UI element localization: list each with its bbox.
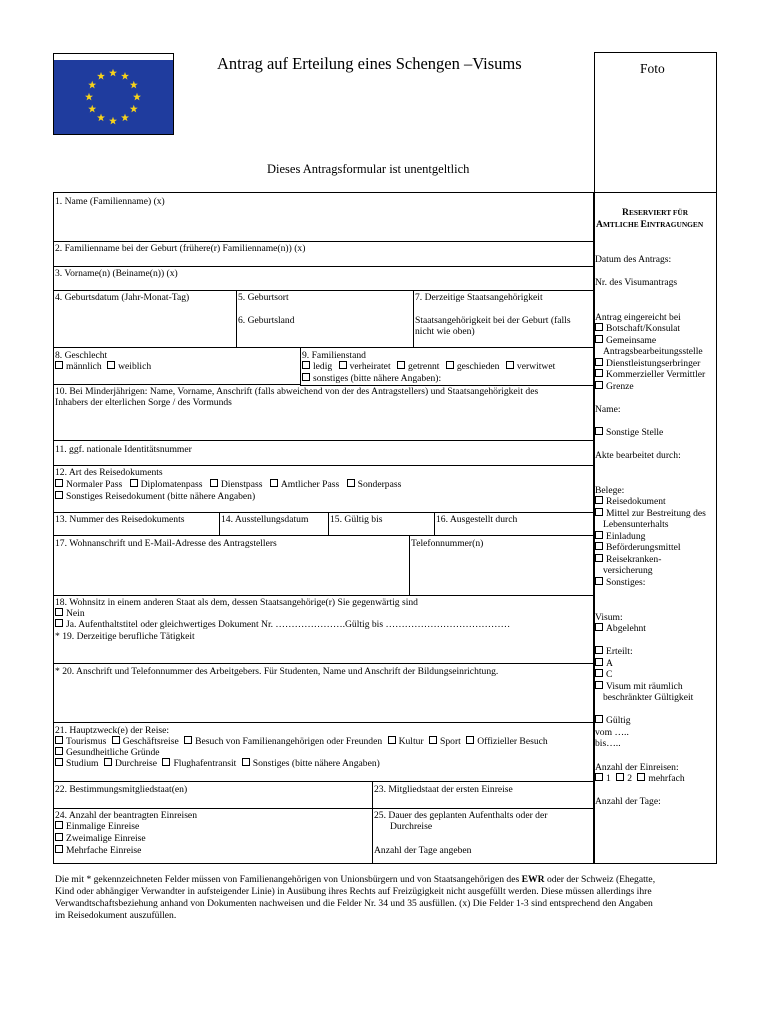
sidebar-until: bis….. bbox=[595, 738, 621, 749]
field-14-issue-date[interactable]: 14. Ausstellungsdatum bbox=[221, 514, 309, 525]
sidebar-doc-travel: Reisedokument bbox=[595, 496, 666, 508]
checkbox-multiple-entries[interactable] bbox=[637, 773, 645, 781]
field-12-document-type: 12. Art des Reisedokuments bbox=[55, 467, 163, 478]
field-4-birth-date[interactable]: 4. Geburtsdatum (Jahr-Monat-Tag) bbox=[55, 292, 190, 303]
field-8-sex: 8. Geschlecht bbox=[55, 350, 108, 361]
sidebar-from: vom ….. bbox=[595, 727, 629, 738]
checkbox-tourism[interactable] bbox=[55, 736, 63, 744]
sidebar-doc-insurance-cont: versicherung bbox=[603, 565, 653, 576]
field-21-options-row2: Gesundheitliche Gründe bbox=[55, 747, 160, 759]
field-25-duration-cont: Durchreise bbox=[390, 821, 433, 832]
checkbox-issued[interactable] bbox=[595, 646, 603, 654]
checkbox-business[interactable] bbox=[112, 736, 120, 744]
checkbox-commercial[interactable] bbox=[595, 369, 603, 377]
sidebar-commercial: Kommerzieller Vermittler bbox=[595, 369, 705, 381]
field-9-options: ledig verheiratet getrennt geschieden verwitwet bbox=[302, 361, 555, 373]
checkbox-male[interactable] bbox=[55, 361, 63, 369]
footer-note-line3: Verwandtschaftsbeziehung anhand von Dokumenten nachweisen und die Felder Nr. 34 und 35 ausfüllen. (x) Die Felder 1-3 sind entsprechend den Angaben bbox=[55, 898, 653, 909]
field-5-birth-place[interactable]: 5. Geburtsort bbox=[238, 292, 289, 303]
sidebar-embassy: Botschaft/Konsulat bbox=[595, 323, 680, 335]
checkbox-doc-insurance[interactable] bbox=[595, 554, 603, 562]
eu-flag bbox=[54, 60, 173, 134]
field-8-options: männlich weiblich bbox=[55, 361, 151, 373]
checkbox-service-provider[interactable] bbox=[595, 358, 603, 366]
field-7-nationality[interactable]: 7. Derzeitige Staatsangehörigkeit bbox=[415, 292, 543, 303]
field-19-occupation[interactable]: * 19. Derzeitige berufliche Tätigkeit bbox=[55, 631, 195, 642]
field-18-no: Nein bbox=[55, 608, 85, 620]
sidebar-visa-number: Nr. des Visumantrags bbox=[595, 277, 678, 288]
field-22-destination[interactable]: 22. Bestimmungsmitgliedstaat(en) bbox=[55, 784, 188, 795]
sidebar-doc-transport: Beförderungsmittel bbox=[595, 542, 681, 554]
field-20-employer[interactable]: * 20. Anschrift und Telefonnummer des Arbeitgebers. Für Studenten, Name und Anschrift der Bildungseinrichtung. bbox=[55, 666, 499, 677]
field-25-days[interactable]: Anzahl der Tage angeben bbox=[374, 845, 472, 856]
checkbox-border[interactable] bbox=[595, 381, 603, 389]
checkbox-service-passport[interactable] bbox=[210, 479, 218, 487]
footer-note-line4: im Reisedokument auszufüllen. bbox=[55, 910, 177, 921]
checkbox-family-visit[interactable] bbox=[184, 736, 192, 744]
checkbox-special-passport[interactable] bbox=[347, 479, 355, 487]
field-9-other: sonstiges (bitte nähere Angaben): bbox=[302, 373, 441, 385]
reserved-heading: RESERVIERT FÜR bbox=[622, 207, 689, 218]
field-6-birth-country[interactable]: 6. Geburtsland bbox=[238, 315, 295, 326]
checkbox-separated[interactable] bbox=[397, 361, 405, 369]
sidebar-date: Datum des Antrags: bbox=[595, 254, 672, 265]
checkbox-doc-means[interactable] bbox=[595, 508, 603, 516]
checkbox-limited-validity[interactable] bbox=[595, 681, 603, 689]
sidebar-visa: Visum: bbox=[595, 612, 623, 623]
sidebar-doc-means-cont: Lebensunterhalts bbox=[603, 519, 669, 530]
field-15-valid-until[interactable]: 15. Gültig bis bbox=[330, 514, 383, 525]
checkbox-divorced[interactable] bbox=[446, 361, 454, 369]
sidebar-name: Name: bbox=[595, 404, 621, 415]
checkbox-multiple-entry[interactable] bbox=[55, 845, 63, 853]
checkbox-embassy[interactable] bbox=[595, 323, 603, 331]
photo-label: Foto bbox=[640, 61, 665, 76]
sidebar-service: Dienstleistungserbringer bbox=[595, 358, 700, 370]
checkbox-residence-yes[interactable] bbox=[55, 619, 63, 627]
sidebar-documents: Belege: bbox=[595, 485, 625, 496]
free-of-charge-note: Dieses Antragsformular ist unentgeltlich bbox=[267, 162, 470, 176]
checkbox-other-document[interactable] bbox=[55, 491, 63, 499]
checkbox-other-office[interactable] bbox=[595, 427, 603, 435]
checkbox-married[interactable] bbox=[339, 361, 347, 369]
checkbox-type-c[interactable] bbox=[595, 669, 603, 677]
field-7-nationality-at-birth[interactable]: Staatsangehörigkeit bei der Geburt (falls bbox=[415, 315, 571, 326]
sidebar-doc-means: Mittel zur Bestreitung des bbox=[595, 508, 706, 520]
sidebar-entries-options: 1 2 mehrfach bbox=[595, 773, 685, 785]
field-24-multiple: Mehrfache Einreise bbox=[55, 845, 141, 857]
sidebar-refused: Abgelehnt bbox=[595, 623, 646, 635]
footer-note-line2: Kind oder abhängiger Verwandter in aufsteigender Linie) in Ausübung ihres Rechts auf Freizügigkeit nicht ausgefüllt werden. Diese müssen allerdings ihre bbox=[55, 886, 652, 897]
checkbox-diplomatic-passport[interactable] bbox=[130, 479, 138, 487]
field-21-options-row3: Studium Durchreise Flughafentransit Sonstiges (bitte nähere Angaben) bbox=[55, 758, 380, 770]
checkbox-normal-passport[interactable] bbox=[55, 479, 63, 487]
field-11-national-id[interactable]: 11. ggf. nationale Identitätsnummer bbox=[55, 444, 192, 455]
sidebar-valid: Gültig bbox=[595, 715, 631, 727]
field-12-other: Sonstiges Reisedokument (bitte nähere Angaben) bbox=[55, 491, 255, 503]
checkbox-two-entries[interactable] bbox=[616, 773, 624, 781]
checkbox-refused[interactable] bbox=[595, 623, 603, 631]
sidebar-other-office: Sonstige Stelle bbox=[595, 427, 663, 439]
reserved-heading-cont: AMTLICHE EINTRAGUNGEN bbox=[596, 219, 704, 230]
field-17-address-email[interactable]: 17. Wohnanschrift und E-Mail-Adresse des Antragstellers bbox=[55, 538, 277, 549]
sidebar-submitted: Antrag eingereicht bei bbox=[595, 312, 681, 323]
sidebar-days: Anzahl der Tage: bbox=[595, 796, 661, 807]
field-24-double: Zweimalige Einreise bbox=[55, 833, 146, 845]
sidebar-type-c: C bbox=[595, 669, 612, 681]
sidebar-border: Grenze bbox=[595, 381, 634, 393]
field-7-nationality-at-birth-cont: nicht wie oben) bbox=[415, 326, 475, 337]
checkbox-double-entry[interactable] bbox=[55, 833, 63, 841]
checkbox-widowed[interactable] bbox=[506, 361, 514, 369]
field-13-document-number[interactable]: 13. Nummer des Reisedokuments bbox=[55, 514, 185, 525]
checkbox-female[interactable] bbox=[107, 361, 115, 369]
sidebar-joint: Gemeinsame bbox=[595, 335, 656, 347]
checkbox-single-entry[interactable] bbox=[55, 821, 63, 829]
field-3-first-names[interactable]: 3. Vorname(n) (Beiname(n)) (x) bbox=[55, 268, 178, 279]
field-24-entries: 24. Anzahl der beantragten Einreisen bbox=[55, 810, 197, 821]
checkbox-health[interactable] bbox=[55, 747, 63, 755]
checkbox-official-visit[interactable] bbox=[466, 736, 474, 744]
sidebar-joint-cont: Antragsbearbeitungsstelle bbox=[603, 346, 703, 357]
checkbox-study[interactable] bbox=[55, 758, 63, 766]
field-17-phone[interactable]: Telefonnummer(n) bbox=[411, 538, 484, 549]
field-24-single: Einmalige Einreise bbox=[55, 821, 139, 833]
sidebar-limited: Visum mit räumlich bbox=[595, 681, 683, 693]
field-16-issued-by[interactable]: 16. Ausgestellt durch bbox=[436, 514, 518, 525]
field-12-options: Normaler Pass Diplomatenpass Dienstpass Amtlicher Pass Sonderpass bbox=[55, 479, 401, 491]
field-18-yes: Ja. Aufenthaltstitel oder gleichwertiges Dokument Nr. ………………….Gültig bis ………………………………… bbox=[55, 619, 510, 631]
field-1-name[interactable]: 1. Name (Familienname) (x) bbox=[55, 196, 165, 207]
checkbox-joint-center[interactable] bbox=[595, 335, 603, 343]
field-23-first-entry[interactable]: 23. Mitgliedstaat der ersten Einreise bbox=[374, 784, 513, 795]
sidebar-type-a: A bbox=[595, 658, 613, 670]
field-21-options-row1: Tourismus Geschäftsreise Besuch von Familienangehörigen oder Freunden Kultur Sport Offizieller Besuch bbox=[55, 736, 548, 748]
field-2-birth-name[interactable]: 2. Familienname bei der Geburt (frühere(r) Familienname(n)) (x) bbox=[55, 243, 306, 254]
checkbox-type-a[interactable] bbox=[595, 658, 603, 666]
field-10-guardian[interactable]: 10. Bei Minderjährigen: Name, Vorname, Anschrift (falls abweichend von der des Antragstellers) und Staatsangehörigkeit des bbox=[55, 386, 539, 397]
field-21-purpose: 21. Hauptzweck(e) der Reise: bbox=[55, 725, 170, 736]
checkbox-marital-other[interactable] bbox=[302, 373, 310, 381]
field-18-residence: 18. Wohnsitz in einem anderen Staat als dem, dessen Staatsangehörige(r) Sie gegenwärtig sind bbox=[55, 597, 418, 608]
sidebar-handled-by: Akte bearbeitet durch: bbox=[595, 450, 681, 461]
checkbox-culture[interactable] bbox=[388, 736, 396, 744]
sidebar-limited-cont: beschränkter Gültigkeit bbox=[603, 692, 694, 703]
sidebar-issued: Erteilt: bbox=[595, 646, 633, 658]
checkbox-single[interactable] bbox=[302, 361, 310, 369]
checkbox-doc-other[interactable] bbox=[595, 577, 603, 585]
checkbox-one-entry[interactable] bbox=[595, 773, 603, 781]
checkbox-sport[interactable] bbox=[429, 736, 437, 744]
sidebar-entries: Anzahl der Einreisen: bbox=[595, 762, 679, 773]
field-10-guardian-cont: Inhabers der elterlichen Sorge / des Vormunds bbox=[55, 397, 232, 408]
field-9-marital-status: 9. Familienstand bbox=[302, 350, 366, 361]
checkbox-residence-no[interactable] bbox=[55, 608, 63, 616]
checkbox-doc-travel[interactable] bbox=[595, 496, 603, 504]
sidebar-doc-insurance: Reisekranken- bbox=[595, 554, 661, 566]
checkbox-purpose-other[interactable] bbox=[242, 758, 250, 766]
checkbox-official-passport[interactable] bbox=[270, 479, 278, 487]
sidebar-doc-other: Sonstiges: bbox=[595, 577, 645, 589]
sidebar-doc-invitation: Einladung bbox=[595, 531, 645, 543]
checkbox-valid[interactable] bbox=[595, 715, 603, 723]
footer-note-line1: Die mit * gekennzeichneten Felder müssen von Familienangehörigen von Unionsbürgern und von Staatsangehörigen des EWR oder der Schweiz (Ehegatte, bbox=[55, 874, 656, 885]
field-25-duration: 25. Dauer des geplanten Aufenthalts oder der bbox=[374, 810, 548, 821]
checkbox-transit[interactable] bbox=[104, 758, 112, 766]
checkbox-doc-invitation[interactable] bbox=[595, 531, 603, 539]
checkbox-doc-transport[interactable] bbox=[595, 542, 603, 550]
form-title: Antrag auf Erteilung eines Schengen –Visums bbox=[217, 54, 522, 73]
checkbox-airport-transit[interactable] bbox=[162, 758, 170, 766]
